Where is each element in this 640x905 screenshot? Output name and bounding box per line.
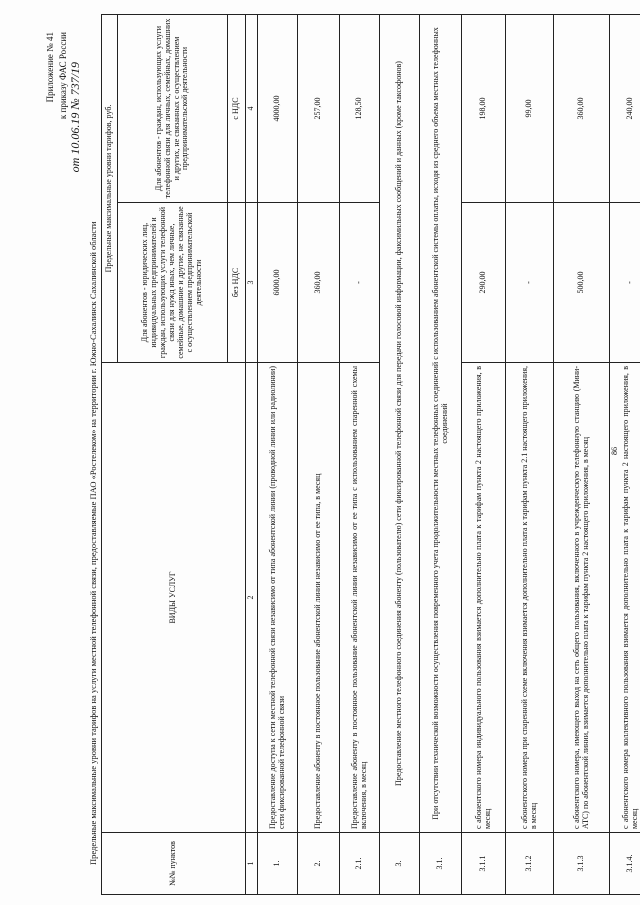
index-cell: 2 <box>246 363 258 833</box>
index-row <box>246 15 258 895</box>
table-row <box>258 15 298 895</box>
row-num: 3.1.3 <box>554 833 610 895</box>
row-value-vat: 257,00 <box>298 15 340 203</box>
section-title: Предоставление местного телефонного соединения абоненту (пользователю) сети фиксированной телефонной связи для передачи голосовой информации, факсимильных сообщений и данных (кроме таксофонов) <box>380 15 420 833</box>
appendix-order: к приказу ФАС России <box>58 32 68 120</box>
page-number: 86 <box>610 447 619 455</box>
row-value-vat: 360,00 <box>554 15 610 203</box>
row-num: 2. <box>298 833 340 895</box>
table-row <box>610 15 640 895</box>
row-value-no-vat: 6000,00 <box>258 203 298 363</box>
col-num-header: №№ пунктов <box>102 833 246 895</box>
col3-tax: без НДС <box>228 203 246 363</box>
row-service: Предоставление абоненту в постоянное пользование абонентской линии независимо от ее типа с использованием спаренной схемы включения, в месяц <box>340 363 380 833</box>
row-num: 2.1. <box>340 833 380 895</box>
row-num: 3.1.4. <box>610 833 640 895</box>
col4-tax: с НДС <box>228 15 246 203</box>
row-value-no-vat: - <box>610 203 640 363</box>
table-row <box>462 15 506 895</box>
row-value-vat: 4000,00 <box>258 15 298 203</box>
section-title: При отсутствии технической возможности осуществления повременного учета продолжительности местных телефонных соединений с использованием абонентской системы оплаты, исходя из среднего объема местных телефонных соединений <box>420 15 462 833</box>
tariff-table <box>101 14 640 895</box>
row-service: Предоставление доступа к сети местной телефонной связи независимо от типа абонентской линии (проводной линии или радиолинии) сети фиксированной телефонной связи <box>258 363 298 833</box>
row-service: Предоставление абоненту в постоянное пользование абонентской линии независимо от ее типа, в месяц <box>298 363 340 833</box>
appendix-date-handwritten: от 10.06.19 № 737/19 <box>68 62 82 173</box>
row-num: 3.1.1 <box>462 833 506 895</box>
intro-text: Предельные максимальные уровни тарифов на услуги местной телефонной связи, предоставляемые ПАО «Ростелеком» на территории г. Южно-Сахалинск Сахалинской области <box>88 221 98 865</box>
row-value-no-vat: 290,00 <box>462 203 506 363</box>
table-row <box>506 15 554 895</box>
row-service: с абонентского номера индивидуального пользования взимается дополнительно плата к тарифам пункта 2 настоящего приложения, в месяц <box>462 363 506 833</box>
row-service: с абонентского номера при спаренной схеме включения взимается дополнительно плата к тарифам пункта 2.1 настоящего приложения, в месяц <box>506 363 554 833</box>
index-cell: 4 <box>246 15 258 203</box>
table-row <box>340 15 380 895</box>
appendix-number: Приложение № 41 <box>45 32 55 103</box>
index-cell: 3 <box>246 203 258 363</box>
table-row <box>298 15 340 895</box>
row-value-vat: 128,50 <box>340 15 380 203</box>
levels-header: Предельные максимальные уровни тарифов, руб. <box>102 15 118 363</box>
row-num: 3.1. <box>420 833 462 895</box>
row-value-vat: 99,00 <box>506 15 554 203</box>
row-value-no-vat: - <box>340 203 380 363</box>
row-num: 3.1.2 <box>506 833 554 895</box>
row-value-no-vat: 360,00 <box>298 203 340 363</box>
row-service: с абонентского номера, имеющего выход на сеть общего пользования, включенного в учрежденческую телефонную станцию (Мини-АТС) по абонентской линии, взимается дополнительно плата к тарифам пункта 2 настоящего приложения, в месяц <box>554 363 610 833</box>
row-service: с абонентского номера коллективного пользования взимается дополнительно плата к тарифам пункта 2 настоящего приложения, в месяц <box>610 363 640 833</box>
col4-header: Для абонентов - граждан, использующих услуги телефонной связи для личных, семейных, домашних и других, не связанных с осуществлением предпринимательской деятельности <box>118 15 228 203</box>
col-service-header: ВИДЫ УСЛУГ <box>102 363 246 833</box>
col3-header: Для абонентов - юридических лиц, индивидуальных предпринимателей и граждан, использующих услуги телефонной связи для нужд иных, чем личные, семейные, домашние и другие, не связанные с осуществлением предпринимательской деятельности <box>118 203 228 363</box>
header-row-1 <box>102 15 118 895</box>
row-value-vat: 198,00 <box>462 15 506 203</box>
row-value-vat: 240,00 <box>610 15 640 203</box>
section-row <box>420 15 462 895</box>
row-value-no-vat: - <box>506 203 554 363</box>
section-row <box>380 15 420 895</box>
row-num: 3. <box>380 833 420 895</box>
row-num: 1. <box>258 833 298 895</box>
table-row <box>554 15 610 895</box>
index-cell: 1 <box>246 833 258 895</box>
row-value-no-vat: 500,00 <box>554 203 610 363</box>
